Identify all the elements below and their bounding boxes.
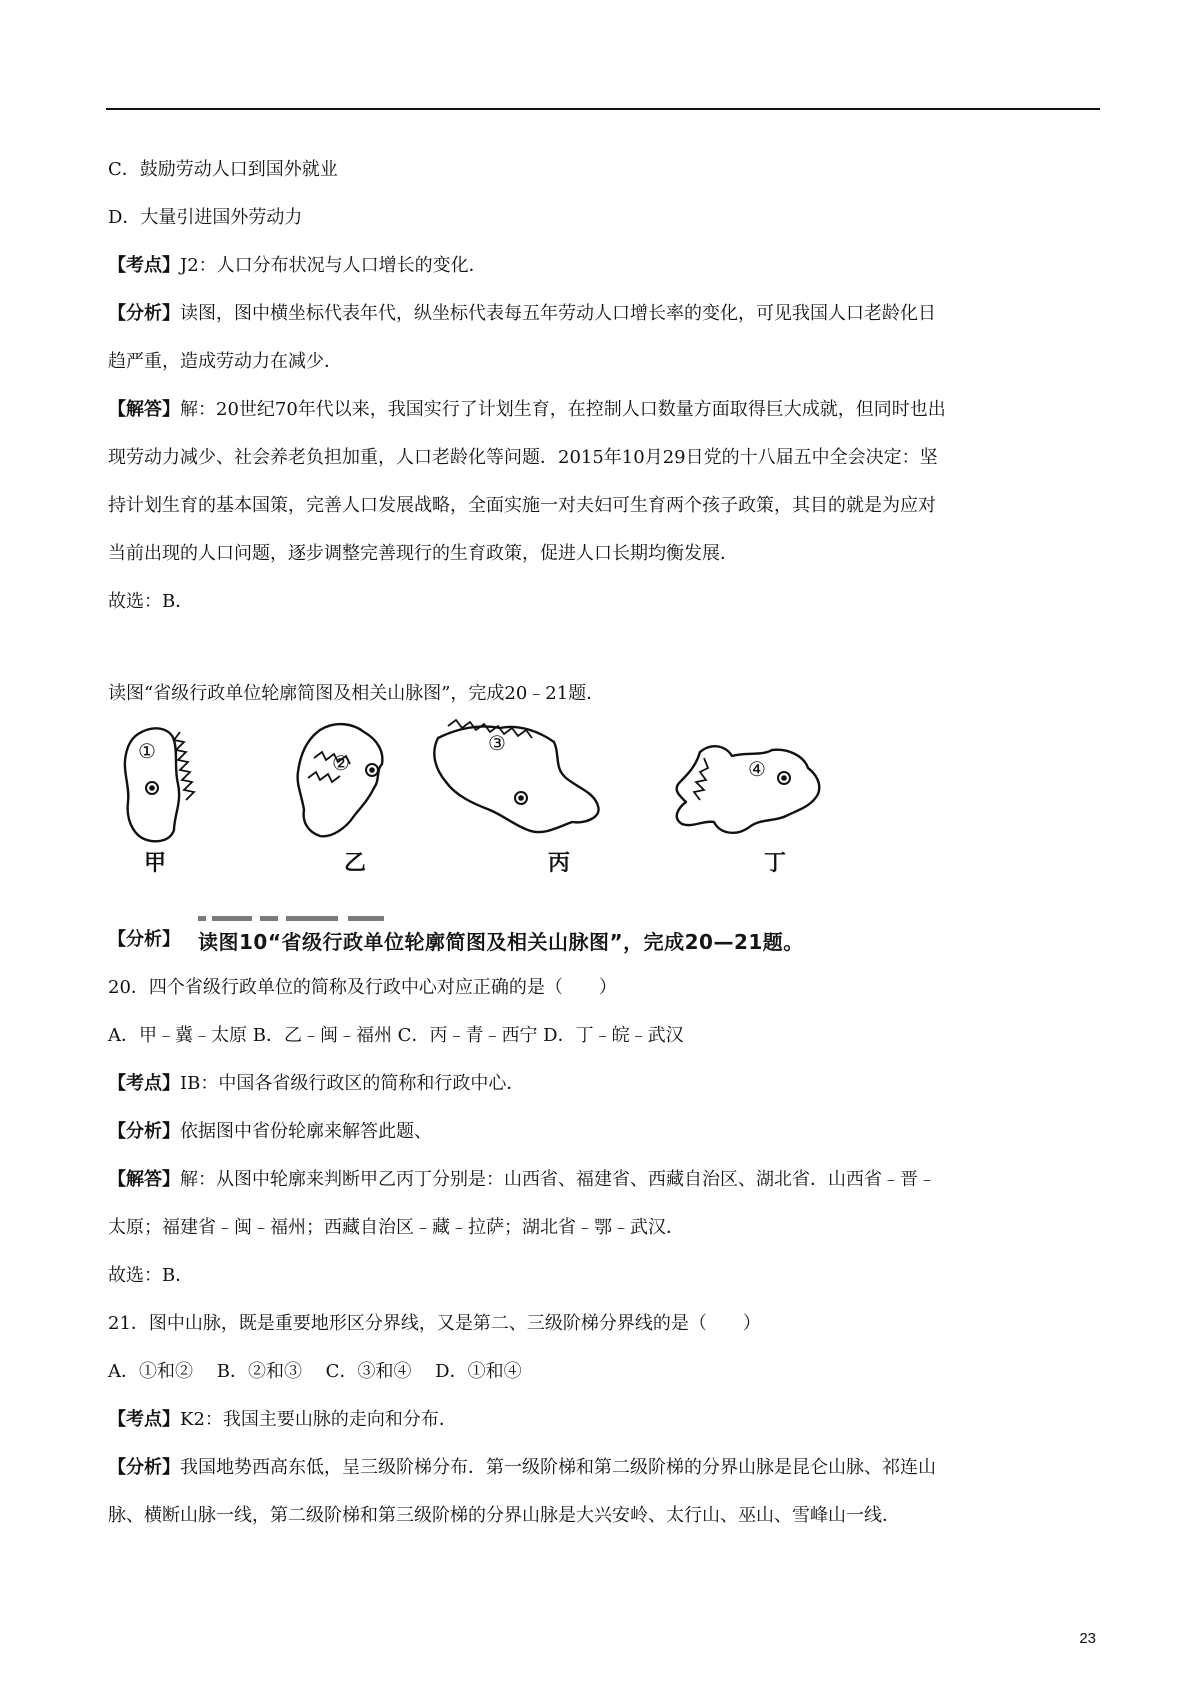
section-body: 读图，图中横坐标代表年代，纵坐标代表每五年劳动人口增长率的变化，可见我国人口老龄化日 — [180, 303, 936, 324]
section-body: 解：从图中轮廓来判断甲乙丙丁分别是：山西省、福建省、西藏自治区、湖北省．山西省﹣晋﹣ — [180, 1169, 936, 1190]
section-body: IB：中国各省级行政区的简称和行政中心． — [180, 1073, 525, 1094]
label-ding: 丁 — [764, 850, 787, 876]
banner-text: 读图10“省级行政单位轮廓简图及相关山脉图”，完成20—21题。 — [198, 930, 804, 954]
province-outline-figure — [108, 718, 908, 878]
option-d: D．大量引进国外劳动力 — [108, 207, 303, 228]
section-tag: 【解答】 — [108, 1169, 180, 1190]
answer-line: 故选：B． — [108, 591, 194, 612]
q21-options: A．①和② B．②和③ C．③和④ D．①和④ — [108, 1361, 522, 1382]
section-tag: 【分析】 — [108, 1121, 180, 1142]
section-tag: 【解答】 — [108, 399, 180, 420]
jieda-line-3: 持计划生育的基本国策，完善人口发展战略，全面实施一对夫妇可生育两个孩子政策，其目的就是为应对 — [108, 495, 936, 516]
header-rule — [106, 108, 1100, 110]
section-body: J2：人口分布状况与人口增长的变化． — [180, 255, 487, 276]
q21-kaodian — [108, 1408, 457, 1432]
fenxi-line-1 — [108, 302, 936, 326]
label-jia: 甲 — [144, 850, 167, 876]
q20-stem: 20．四个省级行政单位的简称及行政中心对应正确的是（ ） — [108, 977, 617, 998]
q21-stem: 21．图中山脉，既是重要地形区分界线，又是第二、三级阶梯分界线的是（ ） — [108, 1313, 761, 1334]
section-body: 依据图中省份轮廓来解答此题、 — [180, 1121, 432, 1142]
section-body: 解：20世纪70年代以来，我国实行了计划生育，在控制人口数量方面取得巨大成就，但同时也出 — [180, 399, 946, 420]
section-tag: 【考点】 — [108, 1409, 180, 1430]
q21-fenxi-1 — [108, 1456, 936, 1480]
jieda-line-4: 当前出现的人口问题，逐步调整完善现行的生育政策，促进人口长期均衡发展． — [108, 543, 738, 564]
option-c: C．鼓励劳动人口到国外就业 — [108, 159, 338, 180]
q20-options: A．甲﹣冀﹣太原 B．乙﹣闽﹣福州 C．丙﹣青﹣西宁 D．丁﹣皖﹣武汉 — [108, 1025, 684, 1046]
section-tag: 【考点】 — [108, 255, 180, 276]
marker-4: ④ — [748, 757, 766, 781]
q20-answer: 故选：B． — [108, 1265, 194, 1286]
banner-prefix: 【分析】 — [108, 929, 180, 950]
jieda-line-2: 现劳动力减少、社会养老负担加重，人口老龄化等问题．2015年10月29日党的十八届五中全会决定：坚 — [108, 447, 938, 468]
marker-3: ③ — [488, 731, 506, 755]
section-tag: 【分析】 — [108, 303, 180, 324]
q20-kaodian — [108, 1072, 524, 1096]
section-body: 我国地势西高东低，呈三级阶梯分布．第一级阶梯和第二级阶梯的分界山脉是昆仑山脉、祁连山 — [180, 1457, 936, 1478]
label-yi: 乙 — [344, 850, 367, 876]
kaodian-line — [108, 254, 487, 278]
province-bing-outline — [434, 726, 598, 832]
q21-fenxi-2: 脉、横断山脉一线，第二级阶梯和第三级阶梯的分界山脉是大兴安岭、太行山、巫山、雪峰山一线． — [108, 1505, 900, 1526]
section-body: K2：我国主要山脉的走向和分布． — [180, 1409, 457, 1430]
q20-jieda-1 — [108, 1168, 936, 1192]
q20-fenxi — [108, 1120, 432, 1144]
province-yi-outline — [298, 724, 383, 836]
label-bing: 丙 — [548, 850, 571, 876]
marker-1: ① — [138, 739, 156, 763]
page-number: 23 — [1079, 1630, 1096, 1647]
section-tag: 【分析】 — [108, 1457, 180, 1478]
figure-intro: 读图“省级行政单位轮廓简图及相关山脉图”，完成20﹣21题． — [108, 683, 605, 704]
marker-2: ② — [332, 751, 350, 775]
fenxi-line-2: 趋严重，造成劳动力在减少． — [108, 351, 342, 372]
section-tag: 【考点】 — [108, 1073, 180, 1094]
jieda-line-1 — [108, 398, 946, 422]
q20-jieda-2: 太原；福建省﹣闽﹣福州；西藏自治区﹣藏﹣拉萨；湖北省﹣鄂﹣武汉． — [108, 1217, 684, 1238]
